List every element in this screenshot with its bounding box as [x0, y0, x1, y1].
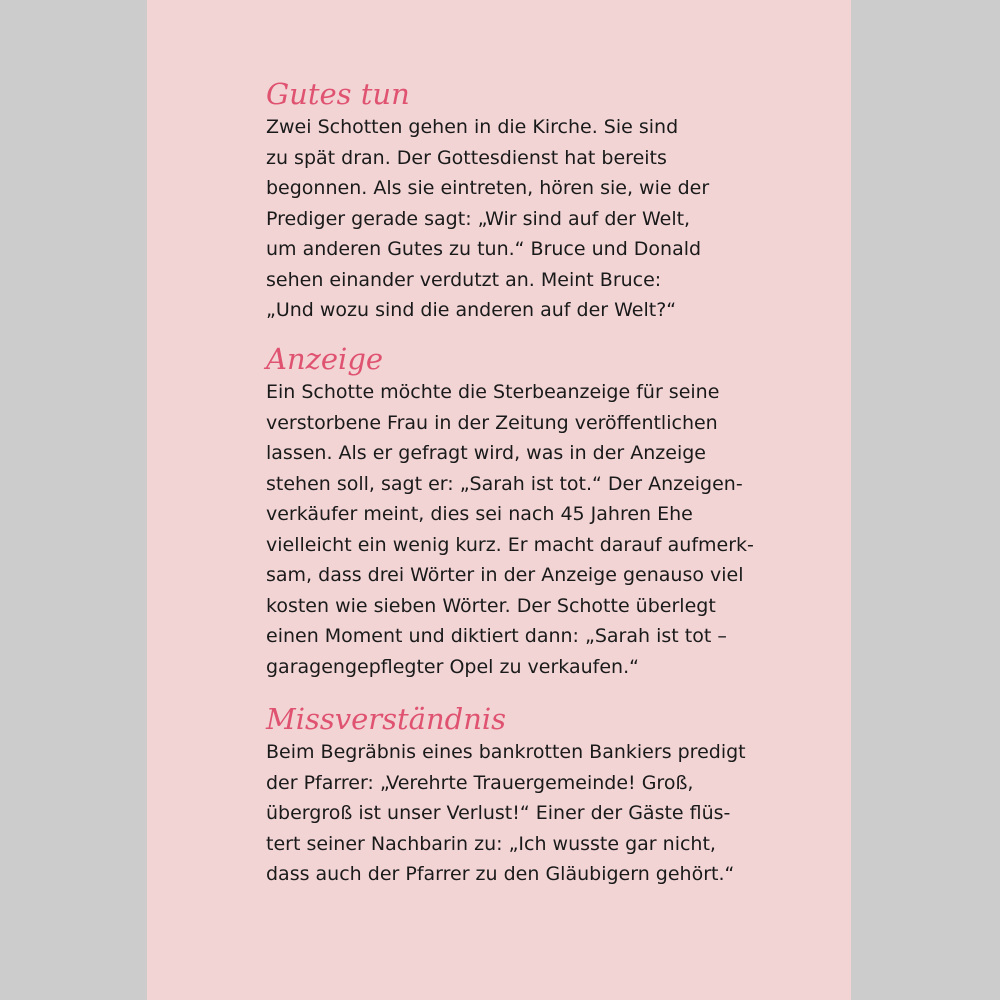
text-line: der Pfarrer: „Verehrte Trauergemeinde! Groß, [266, 771, 694, 794]
text-line: Ein Schotte möchte die Sterbeanzeige für seine [266, 381, 720, 403]
text-line: lassen. Als er gefragt wird, was in der Anzeige [266, 442, 706, 464]
section-gutes-tun [266, 78, 826, 326]
text-line: übergroß ist unser Verlust!“ Einer der Gäste flüs- [266, 802, 731, 824]
text-line: einen Moment und diktiert dann: „Sarah ist tot – [266, 625, 727, 647]
text-line: um anderen Gutes zu tun.“ Bruce und Donald [266, 238, 702, 260]
text-line: vielleicht ein wenig kurz. Er macht darauf aufmerk- [266, 533, 754, 556]
section-heading: Missverständnis [266, 702, 507, 736]
text-line: tert seiner Nachbarin zu: „Ich wusste gar nicht, [266, 832, 716, 855]
section-missverstaendnis [266, 703, 826, 890]
text-line: stehen soll, sagt er: „Sarah ist tot.“ Der Anzeigen- [266, 472, 743, 495]
text-line: sehen einander verdutzt an. Meint Bruce: [266, 268, 662, 291]
text-line: garagengepflegter Opel zu verkaufen.“ [266, 655, 639, 678]
text-line: sam, dass drei Wörter in der Anzeige genauso viel [266, 564, 744, 586]
section-anzeige [266, 343, 826, 682]
text-line: verkäufer meint, dies sei nach 45 Jahren Ehe [266, 503, 693, 525]
text-line: zu spät dran. Der Gottesdienst hat bereits [266, 146, 667, 169]
page [147, 0, 851, 1000]
text-line: Beim Begräbnis eines bankrotten Bankiers predigt [266, 741, 746, 763]
text-line: „Und wozu sind die anderen auf der Welt?“ [266, 299, 677, 321]
text-line: Zwei Schotten gehen in die Kirche. Sie sind [266, 116, 679, 138]
text-line: Prediger gerade sagt: „Wir sind auf der Welt, [266, 207, 691, 230]
text-line: dass auch der Pfarrer zu den Gläubigern gehört.“ [266, 863, 735, 885]
text-line: kosten wie sieben Wörter. Der Schotte überlegt [266, 594, 716, 617]
section-heading: Anzeige [266, 342, 384, 376]
text-line: verstorbene Frau in der Zeitung veröffentlichen [266, 411, 718, 434]
section-heading: Gutes tun [266, 77, 410, 111]
text-line: begonnen. Als sie eintreten, hören sie, wie der [266, 177, 710, 199]
